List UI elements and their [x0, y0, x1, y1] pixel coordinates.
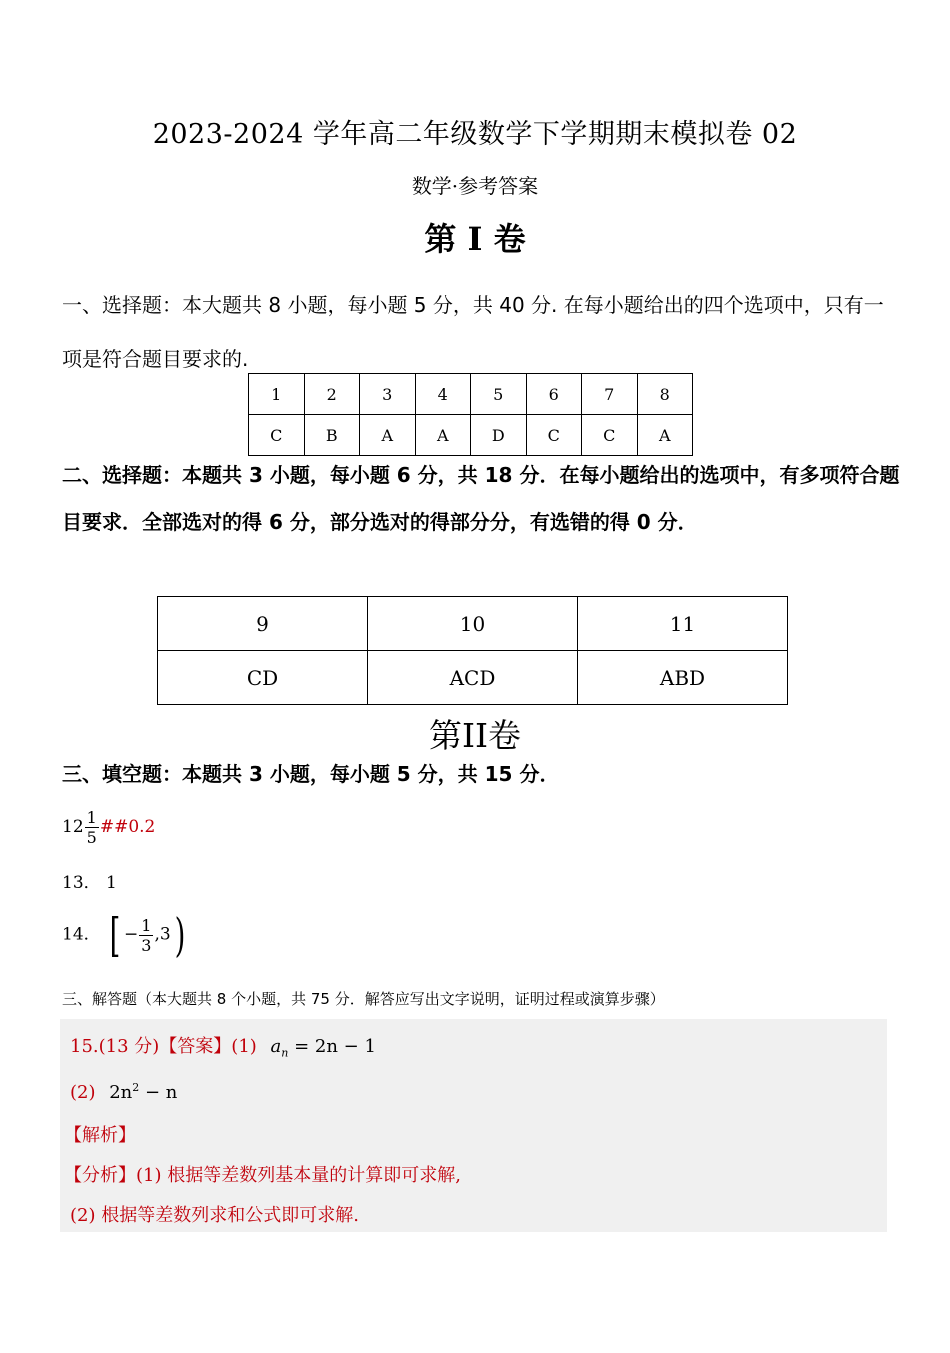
table-row: [249, 374, 693, 415]
q15-jiexi-label: 【解析】: [64, 1125, 136, 1146]
section2-answer-table: [157, 596, 788, 705]
left-bracket-symbol: [: [109, 908, 121, 962]
variable-a: a: [270, 1036, 282, 1057]
question-number: 4: [415, 374, 471, 415]
answer-cell: ACD: [368, 651, 578, 705]
question-label: 12: [62, 817, 84, 837]
question-number: 5: [471, 374, 527, 415]
q15-label: 15.(13 分)【答案】(1): [70, 1036, 257, 1057]
q15-part1-expression: [270, 1036, 376, 1060]
table-row: [158, 651, 788, 705]
answer-highlight-box: [60, 1019, 887, 1232]
q15-part2-expression: [109, 1082, 177, 1103]
answer-cell: C: [526, 415, 582, 456]
volume-two-heading: 第II卷: [428, 716, 522, 755]
question-number: 6: [526, 374, 582, 415]
page-title: 2023-2024 学年高二年级数学下学期期末模拟卷 02: [152, 119, 798, 150]
answer-cell: A: [415, 415, 471, 456]
question-number: 8: [637, 374, 693, 415]
fraction-numerator: 1: [141, 915, 152, 935]
q15-answer-line: [70, 1032, 376, 1060]
question-14-answer: [62, 908, 189, 962]
question-number: 9: [158, 597, 368, 651]
fraction-denominator: 3: [141, 935, 152, 955]
question-number: 7: [582, 374, 638, 415]
section2-heading: 二、选择题：本题共 3 小题，每小题 6 分，共 18 分．在每小题给出的选项中，有多项符合题目要求．全部选对的得 6 分，部分选对的得部分分，有选错的得 0 分．: [62, 463, 900, 534]
subscript-n: n: [281, 1046, 289, 1060]
q15-part2-line: [70, 1081, 177, 1103]
superscript-2: 2: [132, 1081, 140, 1094]
question-number: 10: [368, 597, 578, 651]
answer-cell: A: [360, 415, 416, 456]
answer-value: 1: [106, 873, 117, 893]
fraction: [85, 808, 99, 847]
answer-cell: CD: [158, 651, 368, 705]
minus-sign: −: [124, 924, 139, 945]
fraction: [139, 916, 153, 955]
q15-part2-label: (2): [70, 1082, 96, 1103]
q15-analysis-line2: (2) 根据等差数列求和公式即可求解.: [70, 1205, 359, 1226]
table-row: [158, 597, 788, 651]
fraction-numerator: 1: [86, 808, 97, 827]
volume-one-heading: 第 I 卷: [424, 220, 526, 258]
question-number: 1: [249, 374, 305, 415]
fraction-denominator: 5: [86, 828, 97, 847]
question-number: 11: [578, 597, 788, 651]
answer-cell: C: [582, 415, 638, 456]
section3-heading: 三、填空题：本题共 3 小题，每小题 5 分，共 15 分．: [62, 762, 560, 786]
section1-heading: 一、选择题：本大题共 8 小题，每小题 5 分，共 40 分. 在每小题给出的四个选项中，只有一项是符合题目要求的.: [62, 293, 884, 371]
answer-cell: D: [471, 415, 527, 456]
question-label: 14．: [62, 924, 101, 945]
right-paren-symbol: ): [174, 908, 186, 962]
expression-rhs: = 2n − 1: [288, 1036, 376, 1057]
section1-answer-table: [248, 373, 693, 456]
expression-tail: − n: [139, 1082, 178, 1103]
answer-cell: C: [249, 415, 305, 456]
question-12-answer: [62, 808, 155, 847]
question-number: 2: [304, 374, 360, 415]
alternate-answer: ##0.2: [99, 817, 156, 837]
answer-cell: B: [304, 415, 360, 456]
section4-heading: 三、解答题（本大题共 8 个小题，共 75 分．解答应写出文字说明，证明过程或演算步骤）: [62, 990, 665, 1008]
question-13-answer: [62, 868, 117, 893]
question-label: 13．: [62, 873, 101, 893]
interval-tail: ,3: [154, 924, 171, 945]
q15-analysis-line1: 【分析】(1) 根据等差数列基本量的计算即可求解,: [64, 1165, 461, 1186]
question-number: 3: [360, 374, 416, 415]
answer-cell: A: [637, 415, 693, 456]
expression-base: 2n: [109, 1082, 133, 1103]
page-subtitle: 数学·参考答案: [411, 174, 539, 198]
answer-cell: ABD: [578, 651, 788, 705]
table-row: [249, 415, 693, 456]
